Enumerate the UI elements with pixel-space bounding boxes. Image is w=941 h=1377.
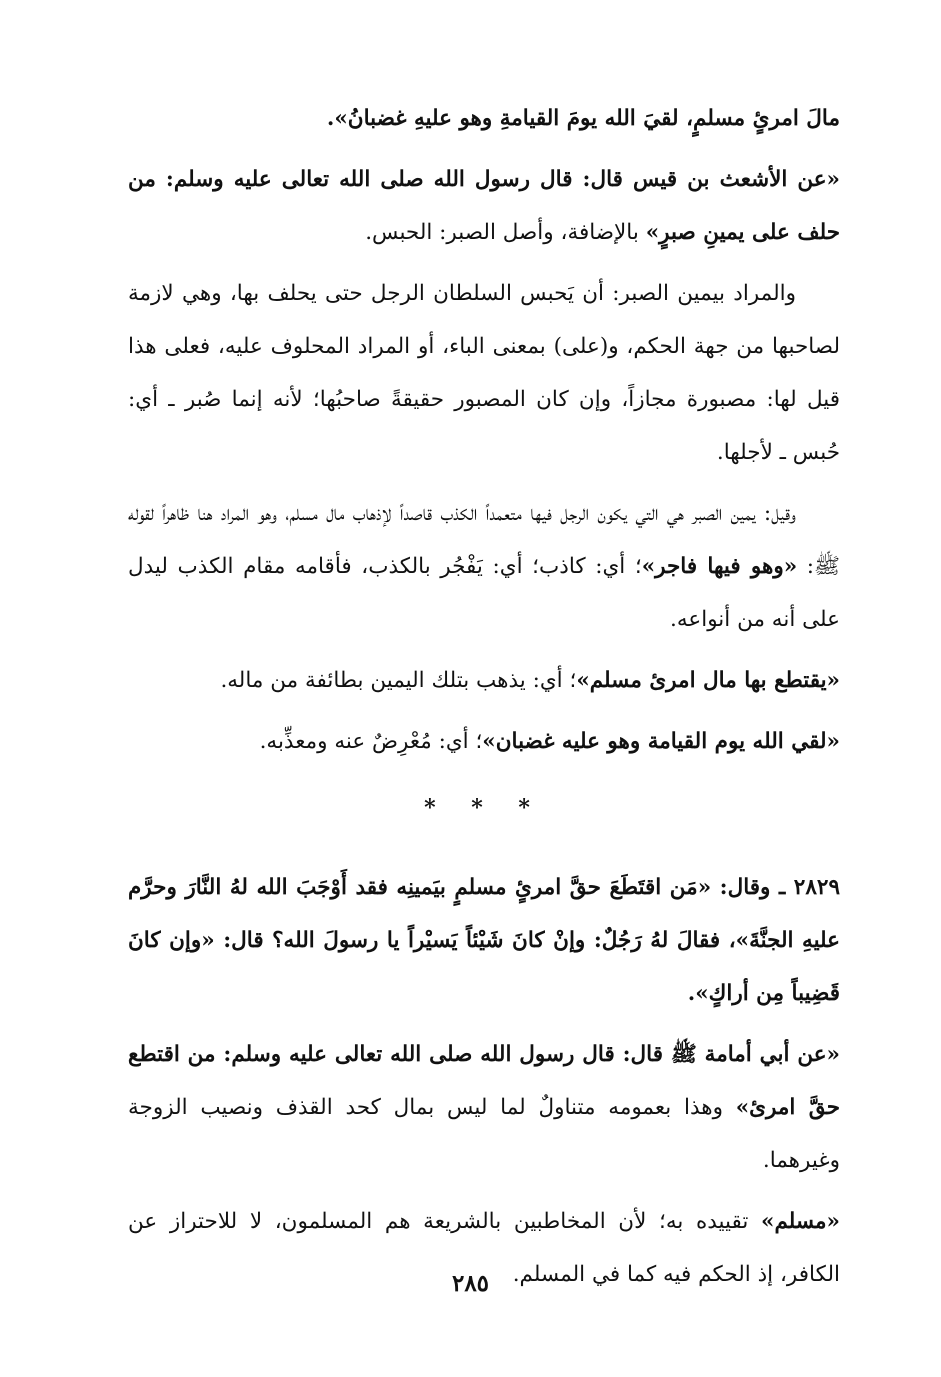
hadith-quote: «وهو فيها فاجر» — [641, 554, 798, 579]
commentary-text: ؛ أي: مُعْرِضٌ عنه ومعذِّبه. — [259, 729, 483, 754]
commentary-text: ؛ أي: كاذب؛ أي: يَفْجُر بالكذب، فأقامه مقام الكذب ليدل على أنه من أنواعه. — [128, 554, 840, 632]
commentary-text: تقييده به؛ لأن المخاطبين بالشريعة هم المسلمون، لا للاحتراز عن الكافر، إذ الحكم فيه كما في المسلم. — [128, 1209, 840, 1287]
paragraph-hadith-end: مالَ امرئٍ مسلمٍ، لقيَ الله يومَ القيامةِ وهو عليهِ غضبانُ». — [326, 106, 840, 131]
page-number: ٢٨٥ — [451, 1270, 490, 1297]
paragraph-sabr-meaning: والمراد بيمين الصبر: أن يَحبس السلطان الرجل حتى يحلف بها، وهي لازمة لصاحبها من جهة الحكم، و(على) بمعنى الباء، أو المراد المحلوف عليه، فعلى هذا قيل لها: مصبورة مجازاً، وإن كان المصبور حقيقةً صاحبُها؛ لأنه إنما صُبر ـ أي: حُبس ـ لأجلها. — [128, 281, 840, 465]
hadith-quote: «عن أبي أمامة ﷺ قال: قال رسول الله صلى الله تعالى عليه وسلم: من اقتطع حقَّ امرئ» — [128, 1042, 840, 1120]
commentary-text: ؛ أي: يذهب بتلك اليمين بطائفة من ماله. — [220, 668, 577, 693]
paragraph-hadith-2829: ٢٨٢٩ ـ وقال: «مَن اقتَطَعَ حقَّ امرئٍ مسلمٍ بيَمينِه فقد أَوْجَبَ الله لهُ النَّارَ وحرَّم عليهِ الجنَّةَ»، فقالَ لهُ رَجُلٌ: وإنْ كانَ شَيْئاً يَسيْراً يا رسولَ الله؟ قال: «وإن كانَ قَضِيباً مِن أراكٍ». — [128, 875, 840, 1006]
paragraph-abu-umama — [128, 1028, 840, 1187]
hadith-quote: «يقتطع بها مال امرئ مسلم» — [576, 668, 840, 693]
hadith-quote: «لقي الله يوم القيامة وهو عليه غضبان» — [482, 729, 840, 754]
paragraph-sabr-alt — [128, 487, 840, 646]
paragraph-ashath — [128, 153, 840, 259]
commentary-text: وهذا بعمومه متناولٌ لما ليس بمال كحد القذف ونصيب الزوجة وغيرهما. — [128, 1095, 840, 1173]
hadith-quote: «مسلم» — [761, 1209, 840, 1234]
page-body — [128, 92, 840, 1309]
paragraph-yaqtati — [128, 654, 840, 707]
commentary-text: وقيل: يمين الصبر هي التي يكون الرجل فيها متعمداً الكذب قاصداً لإذهاب مال مسلم، وهو المراد هنا ظاهراً لقوله ﷺ: — [128, 501, 840, 579]
commentary-text: بالإضافة، وأصل الصبر: الحبس. — [365, 220, 646, 245]
section-divider-stars: * * * — [424, 795, 544, 821]
paragraph-laqiya — [128, 715, 840, 768]
hadith-quote: «عن الأشعث بن قيس قال: قال رسول الله صلى الله تعالى عليه وسلم: من حلف على يمينِ صبرٍ» — [128, 167, 840, 245]
